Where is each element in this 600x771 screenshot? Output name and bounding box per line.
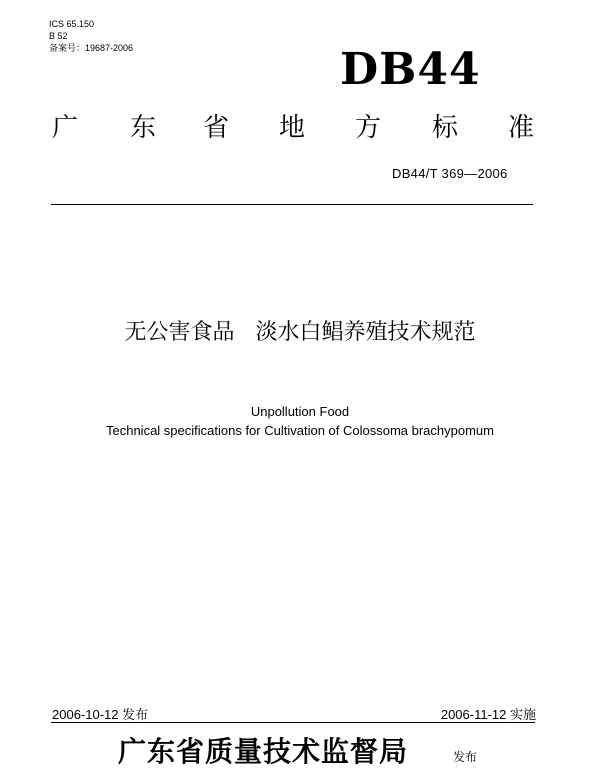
standard-number: DB44/T 369—2006 <box>392 166 508 181</box>
title-english <box>0 402 600 440</box>
footer-divider <box>51 722 535 723</box>
standard-type-heading <box>0 110 600 150</box>
standard-type-char: 方 <box>355 113 382 143</box>
implementation-date: 2006-11-12 实施 <box>440 707 536 722</box>
classification-code: B 52 <box>49 31 68 41</box>
issuer-name: 广东省质量技术监督局 <box>118 735 409 768</box>
title-chinese: 无公害食品 淡水白鲳养殖技术规范 <box>124 320 476 345</box>
issue-date: 2006-10-12 发布 <box>52 707 149 722</box>
standard-type-char: 地 <box>279 113 306 143</box>
standard-code-logo: DB44 <box>340 44 481 95</box>
standard-type-char: 省 <box>203 113 230 143</box>
title-english-line-2: Technical specifications for Cultivation of Colossoma brachypomum <box>105 423 494 438</box>
ics-code: ICS 65.150 <box>49 19 95 29</box>
standard-type-char: 准 <box>508 113 535 143</box>
standard-type-char: 广 <box>52 113 79 143</box>
standard-metadata <box>49 18 133 54</box>
title-english-line-1: Unpollution Food <box>250 404 350 419</box>
issuer-suffix: 发布 <box>453 750 478 764</box>
standard-type-char: 东 <box>130 113 157 143</box>
header-divider <box>51 204 533 205</box>
record-number: 备案号：19687-2006 <box>49 43 134 53</box>
standard-type-char: 标 <box>432 113 459 143</box>
